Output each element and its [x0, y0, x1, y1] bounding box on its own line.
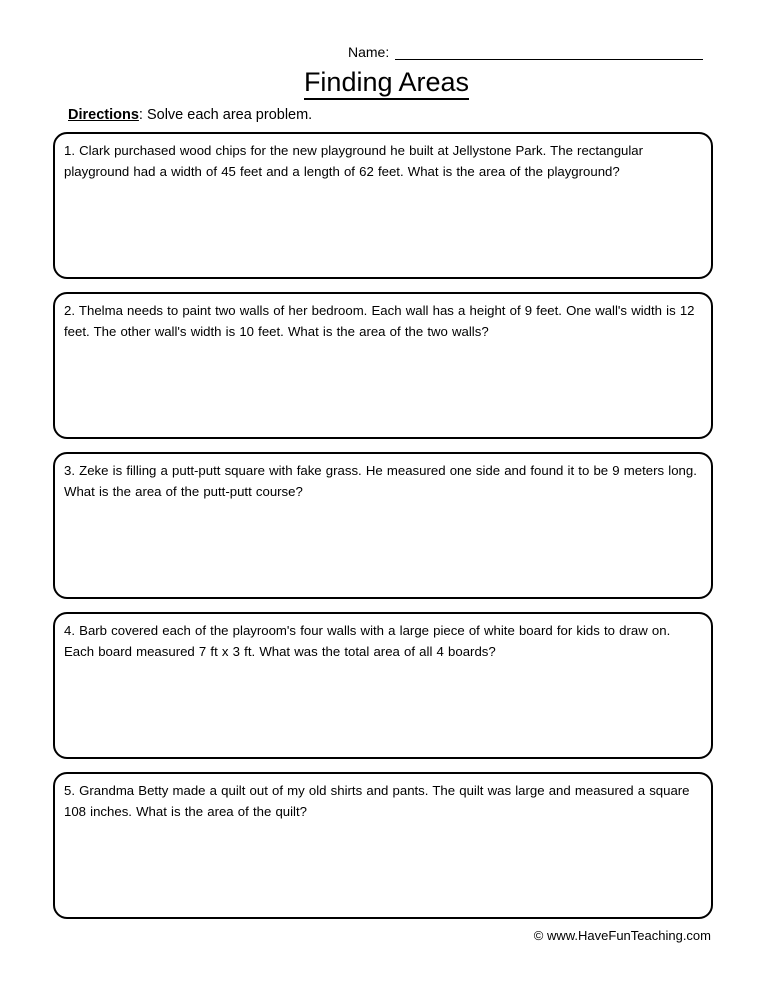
problem-text-1: 1. Clark purchased wood chips for the new playground he built at Jellystone Park. The rectangular playground had a width of 45 feet and a length of 62 feet. What is the area of the playground? [64, 143, 644, 179]
problem-text-4: 4. Barb covered each of the playroom's four walls with a large piece of white board for kids to draw on. Each board measured 7 ft x 3 ft. What was the total area of all 4 boards? [64, 623, 671, 659]
problem-box-2[interactable] [53, 292, 713, 439]
name-field-row [348, 44, 703, 60]
problem-box-3[interactable] [53, 452, 713, 599]
name-label: Name: [348, 44, 390, 60]
directions-text: : Solve each area problem. [138, 107, 313, 123]
problem-text-2: 2. Thelma needs to paint two walls of her bedroom. Each wall has a height of 9 feet. One wall's width is 12 feet. The other wall's width is 10 feet. What is the area of the two walls? [64, 303, 695, 339]
problem-text-3: 3. Zeke is filling a putt-putt square with fake grass. He measured one side and found it to be 9 meters long. What is the area of the putt-putt course? [64, 463, 697, 499]
footer-copyright: © www.HaveFunTeaching.com [533, 928, 711, 943]
directions-label: Directions [68, 107, 139, 123]
name-input-blank[interactable] [395, 45, 703, 60]
page-title-text: Finding Areas [304, 66, 469, 100]
problem-box-4[interactable] [53, 612, 713, 759]
problem-text-5: 5. Grandma Betty made a quilt out of my old shirts and pants. The quilt was large and measured a square 108 inches. What is the area of the quilt? [64, 783, 690, 819]
problem-box-1[interactable] [53, 132, 713, 279]
page-title [0, 66, 773, 100]
directions [68, 106, 312, 124]
problem-list [53, 132, 713, 932]
problem-box-5[interactable] [53, 772, 713, 919]
